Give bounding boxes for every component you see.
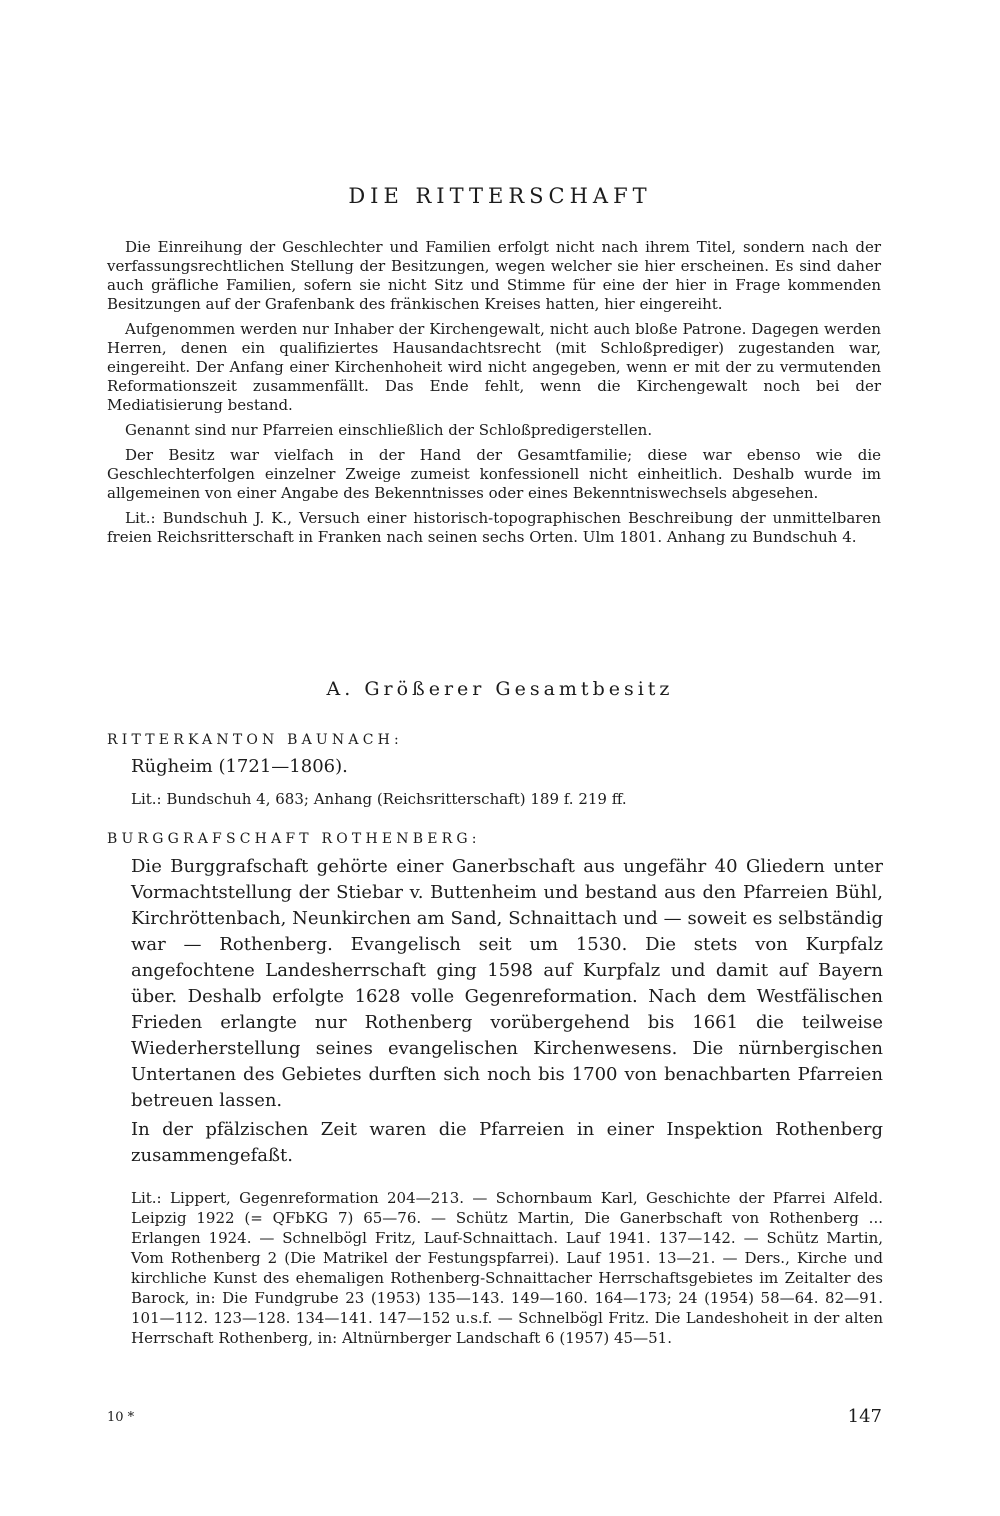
- intro-paragraph-confession: Der Besitz war vielfach in der Hand der Gesamtfamilie; diese war ebenso wie die Geschlechterfolgen einzelner Zweige zumeist konfessionell nicht einheitlich. Deshalb wurde im allgemeinen von einer Angabe des Bekenntnisses oder eines Bekenntniswechsels abgesehen.: [107, 446, 881, 502]
- page-title: DIE RITTERSCHAFT: [348, 184, 652, 208]
- intro-literature: Lit.: Bundschuh J. K., Versuch einer historisch-topographischen Beschreibung der unmittelbaren freien Reichsritterschaft in Franken nach seinen sechs Orten. Ulm 1801. Anhang zu Bundschuh 4.: [107, 509, 881, 546]
- rothenberg-literature: Lit.: Lippert, Gegenreformation 204—213. — Schornbaum Karl, Geschichte der Pfarrei Alfeld. Leipzig 1922 (= QFbKG 7) 65—76. — Schütz Martin, Die Ganerbschaft von Rothenberg ... Erlangen 1924. — Schnelbögl Fritz, Lauf-Schnaittach. Lauf 1941. 137—142. — Schütz Martin, Vom Rothenberg 2 (Die Matrikel der Festungspfarrei). Lauf 1951. 13—21. — Ders., Kirche und kirchliche Kunst des ehemaligen Rothenberg-Schnaittacher Herrschaftsgebietes im Zeitalter des Barock, in: Die Fundgrube 23 (1953) 135—143. 149—160. 164—173; 24 (1954) 58—64. 82—91. 101—112. 123—128. 134—141. 147—152 u.s.f. — Schnelbögl Fritz. Die Landeshoheit in der alten Herrschaft Rothenberg, in: Altnürnberger Landschaft 6 (1957) 45—51.: [131, 1189, 883, 1347]
- section-heading: A. Größerer Gesamtbesitz: [326, 678, 674, 700]
- intro-section: [107, 238, 881, 553]
- page-number: 147: [847, 1406, 882, 1427]
- intro-paragraph-parishes: Genannt sind nur Pfarreien einschließlich der Schloßpredigerstellen.: [125, 421, 653, 439]
- rothenberg-heading: BURGGRAFSCHAFT ROTHENBERG:: [107, 831, 481, 847]
- rothenberg-paragraph-history: Die Burggrafschaft gehörte einer Ganerbschaft aus ungefähr 40 Gliedern unter Vormachtstellung der Stiebar v. Buttenheim und bestand aus den Pfarreien Bühl, Kirchröttenbach, Neunkirchen am Sand, Schnaittach und — soweit es selbständig war — Rothenberg. Evangelisch seit um 1530. Die stets von Kurpfalz angefochtene Landesherrschaft ging 1598 auf Kurpfalz und damit auf Bayern über. Deshalb erfolgte 1628 volle Gegenreformation. Nach dem Westfälischen Frieden erlangte nur Rothenberg vorübergehend bis 1661 die teilweise Wiederherstellung seines evangelischen Kirchenwesens. Die nürnbergischen Untertanen des Gebietes durften sich noch bis 1700 von benachbarten Pfarreien betreuen lassen.: [131, 856, 883, 1111]
- signature-mark: 10 *: [107, 1410, 135, 1425]
- baunach-heading: RITTERKANTON BAUNACH:: [107, 732, 403, 748]
- rothenberg-body: [131, 854, 883, 1172]
- baunach-entry: Rügheim (1721—1806).: [131, 756, 348, 777]
- baunach-literature: Lit.: Bundschuh 4, 683; Anhang (Reichsritterschaft) 189 f. 219 ff.: [131, 790, 627, 808]
- rothenberg-paragraph-inspection: In der pfälzischen Zeit waren die Pfarreien in einer Inspektion Rothenberg zusammengefaßt.: [131, 1119, 883, 1166]
- intro-paragraph-classification: Die Einreihung der Geschlechter und Familien erfolgt nicht nach ihrem Titel, sondern nach der verfassungsrechtlichen Stellung der Besitzungen, wegen welcher sie hier erscheinen. Es sind daher auch gräfliche Familien, sofern sie nicht Sitz und Stimme für eine der hier in Frage kommenden Besitzungen auf der Grafenbank des fränkischen Kreises hatten, hier eingereiht.: [107, 238, 881, 313]
- intro-paragraph-inclusion: Aufgenommen werden nur Inhaber der Kirchengewalt, nicht auch bloße Patrone. Dagegen werden Herren, denen ein qualifiziertes Hausandachtsrecht (mit Schloßprediger) zugestanden war, eingereiht. Der Anfang einer Kirchenhoheit wird nicht angegeben, wenn er mit der zu vermutenden Reformationszeit zusammenfällt. Das Ende fehlt, wenn die Kirchengewalt noch bei der Mediatisierung bestand.: [107, 320, 881, 414]
